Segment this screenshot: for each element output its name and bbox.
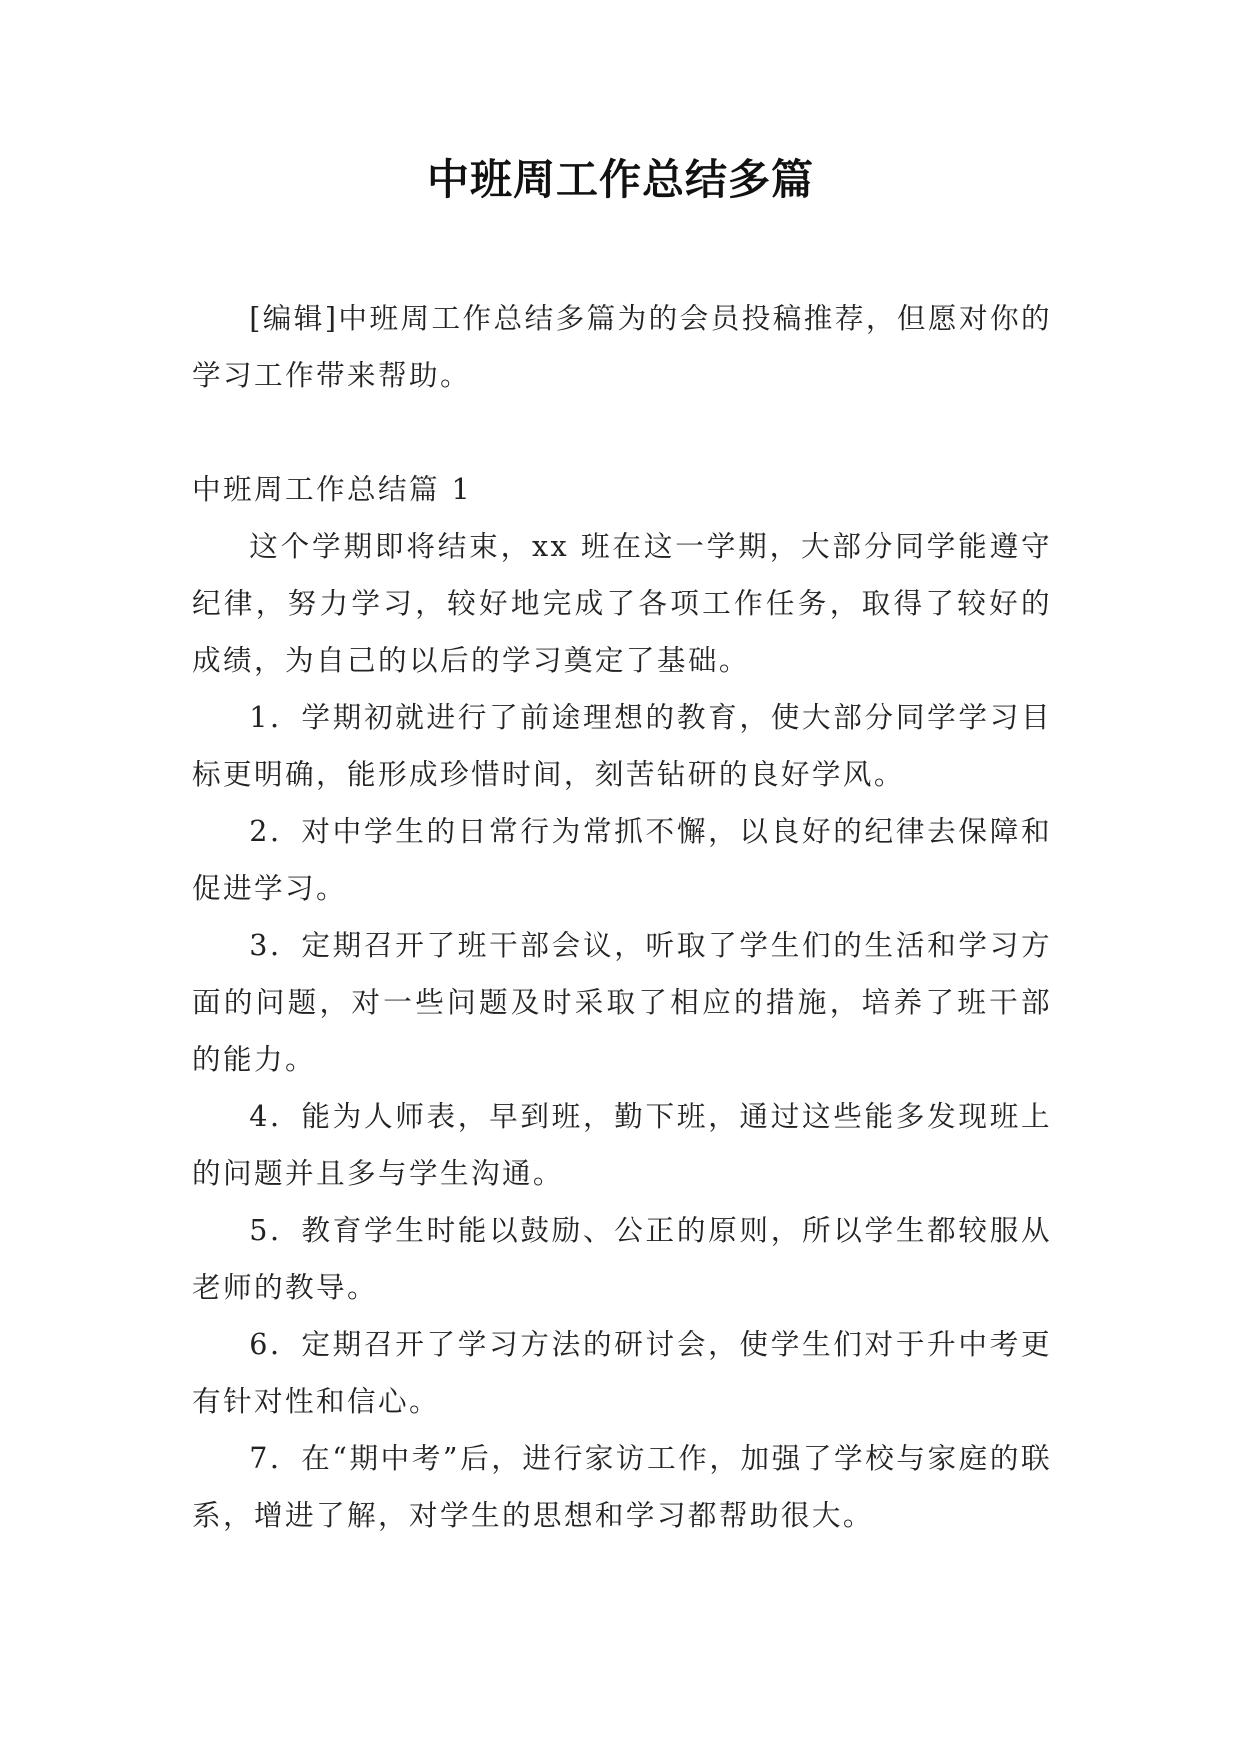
document-title: 中班周工作总结多篇	[426, 155, 814, 204]
list-item-4: 4．能为人师表，早到班，勤下班，通过这些能多发现班上的问题并且多与学生沟通。	[192, 1099, 1052, 1190]
list-item-6: 6．定期召开了学习方法的研讨会，使学生们对于升中考更有针对性和信心。	[192, 1327, 1052, 1418]
list-item-2: 2．对中学生的日常行为常抓不懈，以良好的纪律去保障和促进学习。	[192, 814, 1052, 905]
document-body	[192, 290, 1052, 1544]
list-item-5: 5．教育学生时能以鼓励、公正的原则，所以学生都较服从老师的教导。	[192, 1213, 1052, 1304]
section-heading: 中班周工作总结篇 1	[192, 472, 473, 506]
list-item-1: 1．学期初就进行了前途理想的教育，使大部分同学学习目标更明确，能形成珍惜时间，刻苦钻研的良好学风。	[192, 700, 1052, 791]
paragraph: 这个学期即将结束，xx 班在这一学期，大部分同学能遵守纪律，努力学习，较好地完成了各项工作任务，取得了较好的成绩，为自己的以后的学习奠定了基础。	[192, 529, 1052, 677]
intro-paragraph: [编辑]中班周工作总结多篇为的会员投稿推荐，但愿对你的学习工作带来帮助。	[192, 301, 1052, 392]
list-item-3: 3．定期召开了班干部会议，听取了学生们的生活和学习方面的问题，对一些问题及时采取了相应的措施，培养了班干部的能力。	[192, 928, 1052, 1076]
list-item-7: 7．在“期中考”后，进行家访工作，加强了学校与家庭的联系，增进了解，对学生的思想和学习都帮助很大。	[192, 1441, 1052, 1532]
